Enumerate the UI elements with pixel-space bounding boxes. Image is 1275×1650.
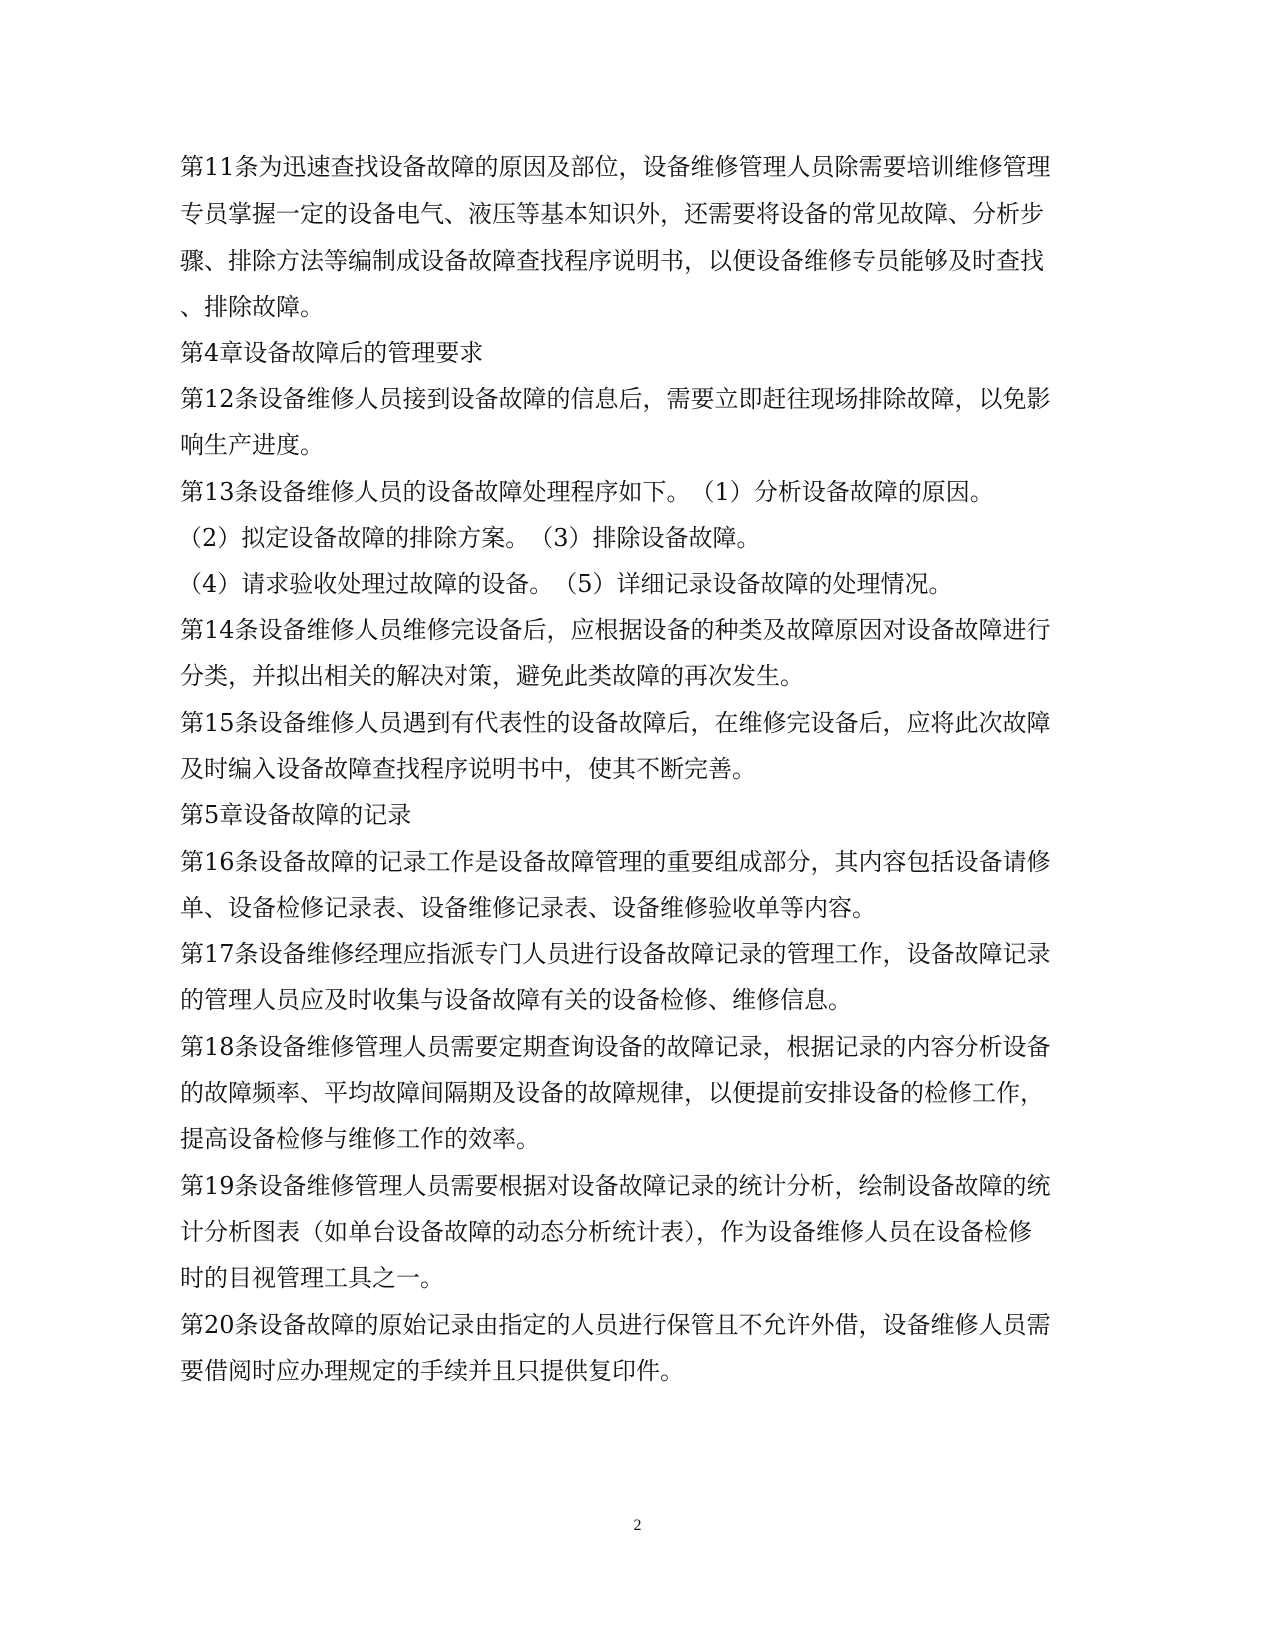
- text-line: 单、设备检修记录表、设备维修记录表、设备维修验收单等内容。: [180, 894, 876, 922]
- text-line: 第16条设备故障的记录工作是设备故障管理的重要组成部分，其内容包括设备请修: [180, 848, 1051, 876]
- text-line: 骤、排除方法等编制成设备故障查找程序说明书，以便设备维修专员能够及时查找: [180, 247, 1044, 275]
- text-line: （2）拟定设备故障的排除方案。 （3）排除设备故障。: [178, 524, 761, 552]
- text-line: 、排除故障。: [180, 293, 324, 321]
- text-line: （4）请求验收处理过故障的设备。 （5）详细记录设备故障的处理情况。: [178, 570, 953, 598]
- chapter-heading: 第5章设备故障的记录: [180, 801, 412, 829]
- text-line: 第18条设备维修管理人员需要定期查询设备的故障记录，根据记录的内容分析设备: [180, 1033, 1051, 1061]
- text-line: 第17条设备维修经理应指派专门人员进行设备故障记录的管理工作，设备故障记录: [180, 940, 1051, 968]
- text-line: 及时编入设备故障查找程序说明书中，使其不断完善。: [180, 755, 756, 783]
- text-line: 第15条设备维修人员遇到有代表性的设备故障后，在维修完设备后，应将此次故障: [180, 709, 1051, 737]
- text-line: 的管理人员应及时收集与设备故障有关的设备检修、维修信息。: [180, 986, 852, 1014]
- page-number: 2: [633, 1517, 642, 1534]
- text-line: 专员掌握一定的设备电气、液压等基本知识外，还需要将设备的常见故障、分析步: [180, 200, 1044, 228]
- text-line: 时的目视管理工具之一。: [180, 1264, 444, 1292]
- text-line: 计分析图表（如单台设备故障的动态分析统计表），作为设备维修人员在设备检修: [180, 1218, 1032, 1246]
- text-line: 第19条设备维修管理人员需要根据对设备故障记录的统计分析，绘制设备故障的统: [180, 1172, 1051, 1200]
- text-line: 第12条设备维修人员接到设备故障的信息后，需要立即赶往现场排除故障，以免影: [180, 385, 1051, 413]
- text-line: 第11条为迅速查找设备故障的原因及部位，设备维修管理人员除需要培训维修管理: [180, 153, 1051, 181]
- text-line: 要借阅时应办理规定的手续并且只提供复印件。: [180, 1357, 684, 1385]
- text-line: 第13条设备维修人员的设备故障处理程序如下。 （1）分析设备故障的原因。: [180, 478, 994, 506]
- text-line: 的故障频率、平均故障间隔期及设备的故障规律，以便提前安排设备的检修工作，: [180, 1079, 1044, 1107]
- chapter-heading: 第4章设备故障后的管理要求: [180, 339, 484, 367]
- text-line: 响生产进度。: [180, 431, 324, 459]
- text-line: 第14条设备维修人员维修完设备后，应根据设备的种类及故障原因对设备故障进行: [180, 616, 1051, 644]
- text-line: 分类，并拟出相关的解决对策，避免此类故障的再次发生。: [180, 662, 804, 690]
- text-line: 第20条设备故障的原始记录由指定的人员进行保管且不允许外借，设备维修人员需: [180, 1311, 1051, 1339]
- text-line: 提高设备检修与维修工作的效率。: [180, 1125, 540, 1153]
